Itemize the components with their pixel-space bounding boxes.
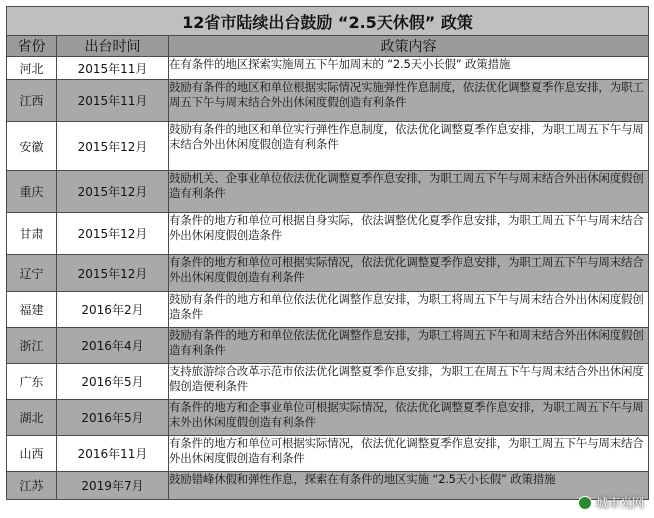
province-cell: 重庆: [7, 171, 57, 213]
province-cell: 广东: [7, 364, 57, 400]
table-row: [7, 328, 649, 364]
header-province: 省份: [7, 36, 57, 57]
time-cell: 2016年2月: [57, 292, 169, 328]
province-cell: 安徽: [7, 122, 57, 171]
policy-cell: 有条件的地方和单位可根据实际情况，依法优化调整夏季作息安排，为职工周五下午与周末结合外出休闲度假创造有利条件: [169, 436, 649, 472]
table-row: [7, 400, 649, 436]
time-cell: 2015年11月: [57, 80, 169, 122]
table-row: [7, 213, 649, 255]
policy-cell: 鼓励机关、企事业单位依法优化调整夏季作息安排，为职工周五下午与周末结合外出休闲度假创造有利条件: [169, 171, 649, 213]
policy-cell: 鼓励有条件的地方和单位依法优化调整作息安排，为职工将周五下午与周末结合外出休闲度假创造条件: [169, 292, 649, 328]
time-cell: 2016年11月: [57, 436, 169, 472]
table-row: [7, 171, 649, 213]
time-cell: 2015年12月: [57, 171, 169, 213]
table-row: [7, 122, 649, 171]
policy-cell: 鼓励有条件的地方和单位依法优化调整作息安排，为职工将周五下午和周末结合外出休闲度假创造有利条件: [169, 328, 649, 364]
time-cell: 2019年7月: [57, 472, 169, 500]
table-title-row: [7, 7, 649, 36]
province-cell: 甘肃: [7, 213, 57, 255]
header-time: 出台时间: [57, 36, 169, 57]
policy-cell: 鼓励有条件的地区和单位实行弹性作息制度，依法优化调整夏季作息安排，为职工周五下午与周末结合外出休闲度假创造有利条件: [169, 122, 649, 171]
policy-cell: 鼓励错峰休假和弹性作息，探索在有条件的地区实施 “2.5天小长假” 政策措施: [169, 472, 649, 500]
time-cell: 2016年4月: [57, 328, 169, 364]
table-row: [7, 436, 649, 472]
time-cell: 2015年12月: [57, 255, 169, 292]
watermark-text: 城市光网: [595, 496, 644, 510]
table-row: [7, 57, 649, 80]
province-cell: 辽宁: [7, 255, 57, 292]
time-cell: 2015年12月: [57, 213, 169, 255]
time-cell: 2016年5月: [57, 400, 169, 436]
policy-cell: 支持旅游综合改革示范市依法优化调整夏季作息安排，为职工在周五下午与周末结合外出休闲度假创造便利条件: [169, 364, 649, 400]
province-cell: 浙江: [7, 328, 57, 364]
watermark: [578, 494, 644, 511]
policy-cell: 有条件的地方和单位可根据自身实际，依法调整优化夏季作息安排，为职工周五下午与周末结合外出休闲度假创造条件: [169, 213, 649, 255]
province-cell: 河北: [7, 57, 57, 80]
policy-table: [6, 6, 649, 500]
table-row: [7, 80, 649, 122]
province-cell: 福建: [7, 292, 57, 328]
table-row: [7, 472, 649, 500]
province-cell: 江西: [7, 80, 57, 122]
table-row: [7, 255, 649, 292]
province-cell: 山西: [7, 436, 57, 472]
time-cell: 2015年12月: [57, 122, 169, 171]
time-cell: 2015年11月: [57, 57, 169, 80]
policy-cell: 在有条件的地区探索实施周五下午加周末的 “2.5天小长假” 政策措施: [169, 57, 649, 80]
policy-cell: 鼓励有条件的地区和单位根据实际情况实施弹性作息制度，依法优化调整夏季作息安排，为职工周五下午与周末结合外出休闲度假创造有利条件: [169, 80, 649, 122]
time-cell: 2016年5月: [57, 364, 169, 400]
province-cell: 湖北: [7, 400, 57, 436]
table-row: [7, 364, 649, 400]
table-title: 12省市陆续出台鼓励 “2.5天休假” 政策: [7, 7, 649, 36]
table-row: [7, 292, 649, 328]
province-cell: 江苏: [7, 472, 57, 500]
leaf-logo-icon: [578, 496, 592, 510]
header-policy: 政策内容: [169, 36, 649, 57]
table-header-row: [7, 36, 649, 57]
policy-cell: 有条件的地方和企事业单位可根据实际情况，依法优化调整夏季作息安排，为职工周五下午与周末外出休闲度假创造有利条件: [169, 400, 649, 436]
policy-cell: 有条件的地方和单位可根据实际情况，依法优化调整夏季作息安排，为职工周五下午与周末结合外出休闲度假创造有利条件: [169, 255, 649, 292]
